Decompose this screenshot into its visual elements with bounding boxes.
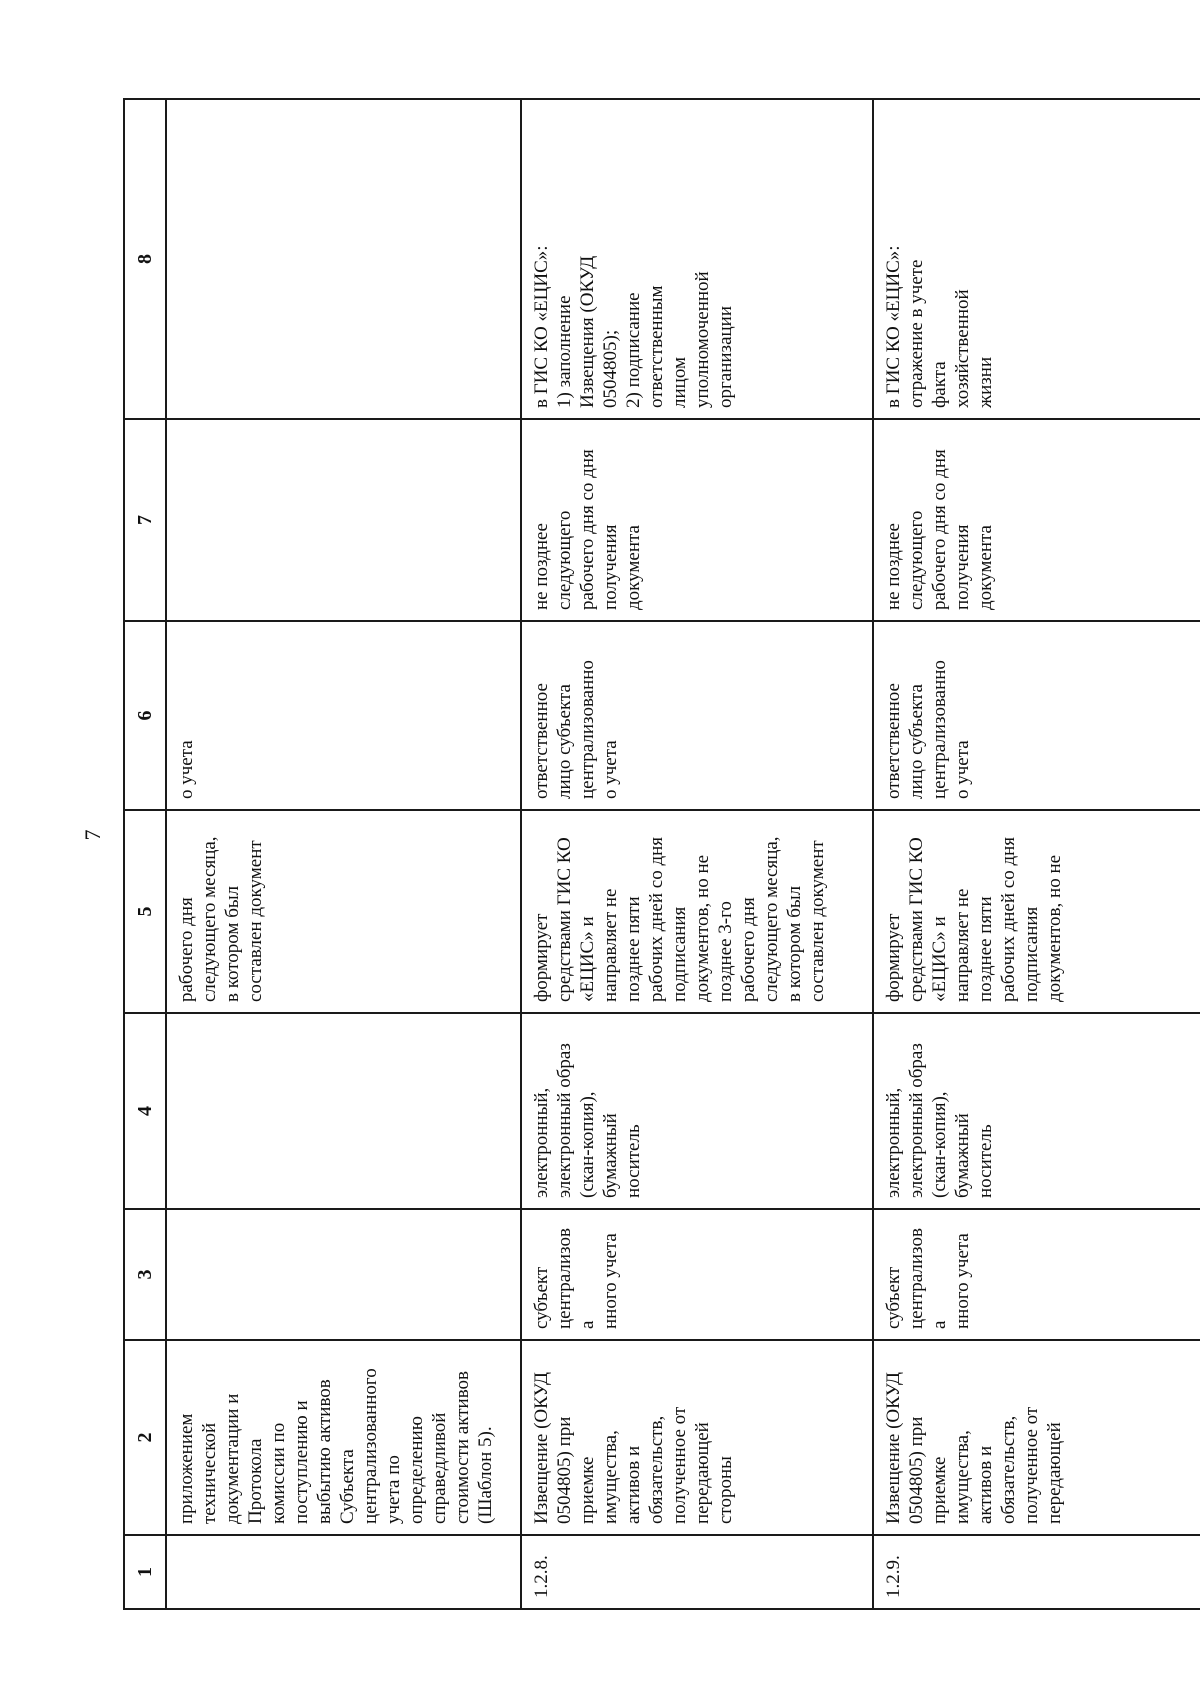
- cell-actions: в ГИС КО «ЕЦИС»: отражение в учете факта хозяйственной жизни: [873, 99, 1200, 419]
- cell-format: электронный, электронный образ (скан-копия), бумажный носитель: [521, 1013, 873, 1209]
- rotated-table-container: [123, 100, 1200, 1610]
- cell-number: 1.2.8.: [521, 1535, 873, 1609]
- table-row: [166, 99, 521, 1609]
- cell-processing-time: не позднее следующего рабочего дня со дня получения документа: [873, 419, 1200, 621]
- cell-document: Извещение (ОКУД 0504805) при приемке имущества, активов и обязательств, полученное от передающей стороны: [521, 1340, 873, 1535]
- cell-originator: субъект централизова нного учета: [873, 1209, 1200, 1340]
- cell-actions: [166, 99, 521, 419]
- column-header-4: 4: [124, 1013, 166, 1209]
- column-header-1: 1: [124, 1535, 166, 1609]
- cell-recipient: ответственное лицо субъекта централизованно о учета: [873, 621, 1200, 810]
- cell-originator: субъект централизова нного учета: [521, 1209, 873, 1340]
- header-row: [124, 99, 166, 1609]
- cell-processing-time: не позднее следующего рабочего дня со дня получения документа: [521, 419, 873, 621]
- cell-deadline: рабочего дня следующего месяца, в котором был составлен документ: [166, 810, 521, 1013]
- column-header-5: 5: [124, 810, 166, 1013]
- cell-originator: [166, 1209, 521, 1340]
- cell-format: электронный, электронный образ (скан-копия), бумажный носитель: [873, 1013, 1200, 1209]
- column-header-8: 8: [124, 99, 166, 419]
- cell-number: [166, 1535, 521, 1609]
- column-header-7: 7: [124, 419, 166, 621]
- cell-processing-time: [166, 419, 521, 621]
- column-header-6: 6: [124, 621, 166, 810]
- column-header-2: 2: [124, 1340, 166, 1535]
- cell-document: приложением технической документации и Протокола комиссии по поступлению и выбытию активов Субъекта централизованного учета по определению справедливой стоимости активов (Шаблон 5).: [166, 1340, 521, 1535]
- cell-deadline: формирует средствами ГИС КО «ЕЦИС» и направляет не позднее пяти рабочих дней со дня подписания документов, но не: [873, 810, 1200, 1013]
- table-row: [873, 99, 1200, 1609]
- column-header-3: 3: [124, 1209, 166, 1340]
- table-row: [521, 99, 873, 1609]
- cell-recipient: о учета: [166, 621, 521, 810]
- cell-recipient: ответственное лицо субъекта централизованно о учета: [521, 621, 873, 810]
- cell-actions: в ГИС КО «ЕЦИС»: 1) заполнение Извещения (ОКУД 0504805); 2) подписание ответственным лицом уполномоченной организации: [521, 99, 873, 419]
- cell-document: Извещение (ОКУД 0504805) при приемке имущества, активов и обязательств, полученное от передающей: [873, 1340, 1200, 1535]
- cell-format: [166, 1013, 521, 1209]
- document-table: [123, 98, 1200, 1610]
- page-number: 7: [80, 829, 105, 841]
- cell-number: 1.2.9.: [873, 1535, 1200, 1609]
- cell-deadline: формирует средствами ГИС КО «ЕЦИС» и направляет не позднее пяти рабочих дней со дня подписания документов, но не позднее 3-го рабочего дня следующего месяца, в котором был составлен документ: [521, 810, 873, 1013]
